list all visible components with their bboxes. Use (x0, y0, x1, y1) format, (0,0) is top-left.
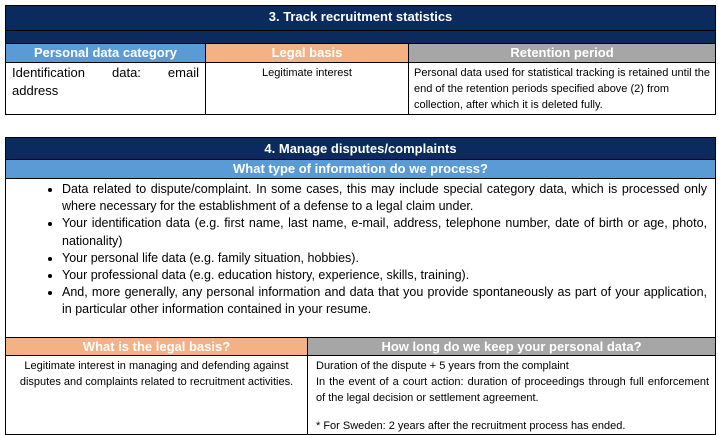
header-legal-basis: Legal basis (206, 44, 409, 63)
cell-retention-disputes (308, 356, 716, 435)
list-item: • Data related to dispute/complaint. In some cases, this may include special category data, which is processed only where necessary for the establishment of a defense to a legal claim under. (62, 181, 707, 215)
header-retention-question: How long do we keep your personal data? (308, 338, 716, 356)
retention-line: Duration of the dispute + 5 years from the complaint (316, 360, 569, 372)
disputes-complaints-table (5, 137, 716, 435)
list-item: • Your identification data (e.g. first name, last name, e-mail, address, telephone number, date of birth or age, photo, nationality) (62, 215, 707, 249)
header-legal-basis-question: What is the legal basis? (6, 338, 308, 356)
section-3-title-band (6, 31, 716, 44)
header-personal-data-category: Personal data category (6, 44, 206, 63)
header-information-processed: What type of information do we process? (6, 160, 716, 179)
header-retention-period: Retention period (409, 44, 716, 63)
information-bullet-list (6, 179, 715, 325)
information-list-cell (6, 179, 716, 338)
cell-category-identification: Identification data: email address (6, 63, 206, 115)
section-4-title: 4. Manage disputes/complaints (6, 138, 716, 160)
retention-footnote: * For Sweden: 2 years after the recruitment process has ended. (316, 420, 626, 432)
spacer (316, 406, 709, 418)
cell-basis-disputes: Legitimate interest in managing and defending against disputes and complaints related to recruitment activities. (6, 356, 308, 435)
list-item: • And, more generally, any personal information and data that you provide spontaneously as part of your application, in particular other information contained in your resume. (62, 284, 707, 318)
recruitment-statistics-table (5, 5, 716, 115)
list-item: • Your personal life data (e.g. family situation, hobbies). (62, 250, 707, 267)
cell-basis-legitimate-interest: Legitimate interest (206, 63, 409, 115)
cell-retention-statistics: Personal data used for statistical tracking is retained until the end of the retention periods specified above (2) from collection, after which it is deleted fully. (409, 63, 716, 115)
list-item: • Your professional data (e.g. education history, experience, skills, training). (62, 267, 707, 284)
retention-line: In the event of a court action: duration of proceedings through full enforcement of the legal decision or settlement agreement. (316, 376, 709, 404)
section-3-title: 3. Track recruitment statistics (6, 6, 716, 31)
